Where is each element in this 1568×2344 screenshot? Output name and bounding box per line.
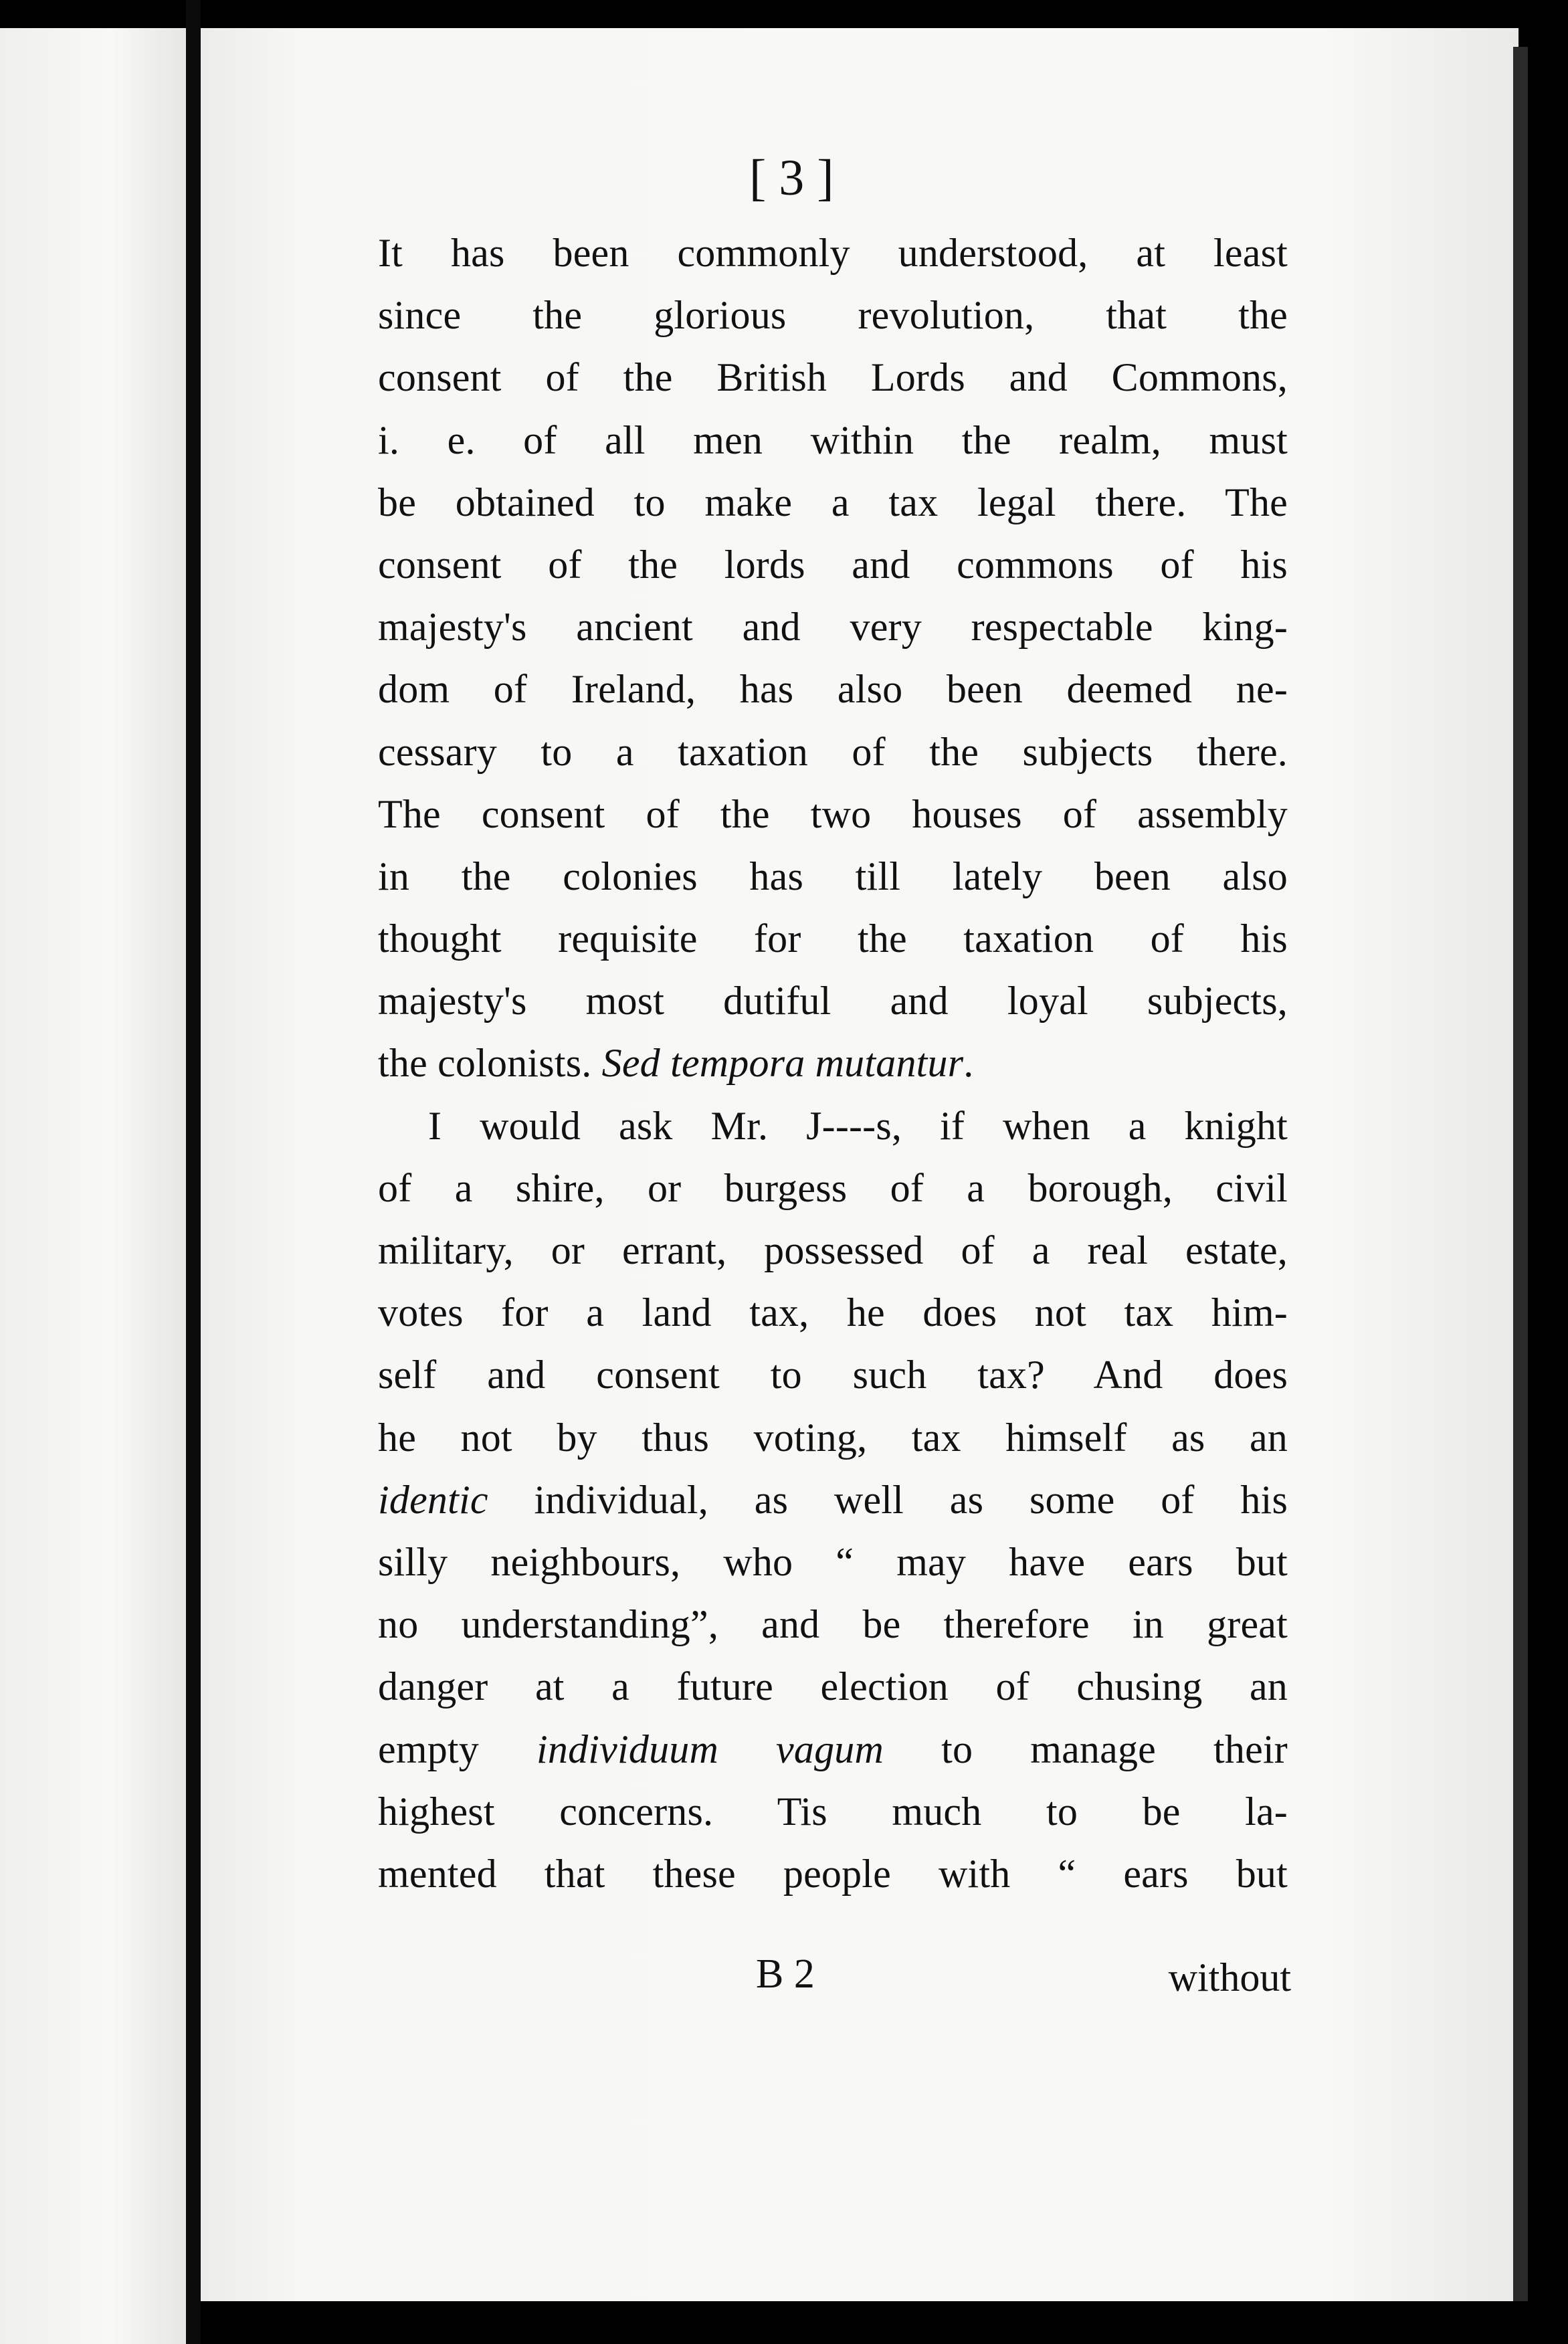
page-number: [ 3 ] bbox=[749, 150, 834, 206]
text-line: of a shire, or burgess of a borough, civil bbox=[378, 1165, 1288, 1210]
text-line: mented that these people with “ ears but bbox=[378, 1851, 1288, 1896]
text-segment: the colonists. bbox=[378, 1041, 602, 1086]
text-line: highest concerns. Tis much to be la- bbox=[378, 1789, 1288, 1834]
page-stack-edge bbox=[1513, 47, 1528, 2301]
text-line: in the colonies has till lately been also bbox=[378, 854, 1288, 898]
text-line: danger at a future election of chusing an bbox=[378, 1664, 1288, 1709]
text-line: cessary to a taxation of the subjects there. bbox=[378, 729, 1288, 774]
text-segment: individual, as well as some of his bbox=[488, 1477, 1288, 1522]
text-line: consent of the British Lords and Commons, bbox=[378, 355, 1288, 400]
text-line: It has been commonly understood, at least bbox=[378, 231, 1288, 275]
body-text bbox=[378, 222, 1288, 1905]
text-line: be obtained to make a tax legal there. The bbox=[378, 480, 1288, 524]
text-line: since the glorious revolution, that the bbox=[378, 293, 1288, 338]
previous-leaf-shading bbox=[0, 28, 186, 2344]
text-line-with-italic bbox=[378, 1719, 1288, 1781]
italic-phrase: Sed tempora mutantur bbox=[601, 1041, 964, 1086]
text-line: dom of Ireland, has also been deemed ne- bbox=[378, 667, 1288, 712]
text-line-with-italic bbox=[378, 1469, 1288, 1531]
page-footer bbox=[756, 1953, 1291, 2007]
text-segment: to manage their bbox=[884, 1727, 1288, 1771]
text-line: majesty's most dutiful and loyal subjects, bbox=[378, 979, 1288, 1023]
text-line: The consent of the two houses of assembly bbox=[378, 791, 1288, 836]
catchword: without bbox=[1168, 1955, 1291, 1999]
text-line: self and consent to such tax? And does bbox=[378, 1353, 1288, 1397]
text-line: majesty's ancient and very respectable king- bbox=[378, 605, 1288, 650]
text-segment: . bbox=[963, 1041, 974, 1086]
italic-phrase: individuum vagum bbox=[536, 1727, 884, 1771]
text-segment: empty bbox=[378, 1727, 537, 1771]
text-line: silly neighbours, who “ may have ears but bbox=[378, 1539, 1288, 1584]
text-line: consent of the lords and commons of his bbox=[378, 542, 1288, 587]
signature-mark: B 2 bbox=[756, 1951, 815, 1997]
text-line: i. e. of all men within the realm, must bbox=[378, 417, 1288, 462]
text-line: thought requisite for the taxation of his bbox=[378, 916, 1288, 961]
italic-phrase: identic bbox=[378, 1477, 488, 1522]
text-line: military, or errant, possessed of a real estate, bbox=[378, 1228, 1288, 1272]
text-line-with-italic bbox=[378, 1032, 1288, 1094]
text-line: he not by thus voting, tax himself as an bbox=[378, 1415, 1288, 1460]
text-line: votes for a land tax, he does not tax him- bbox=[378, 1290, 1288, 1335]
binding-gutter bbox=[186, 0, 201, 2344]
paragraph-first-line: I would ask Mr. J----s, if when a knight bbox=[428, 1103, 1288, 1148]
text-line: no understanding”, and be therefore in great bbox=[378, 1602, 1288, 1647]
previous-leaf-edge bbox=[0, 28, 186, 2344]
